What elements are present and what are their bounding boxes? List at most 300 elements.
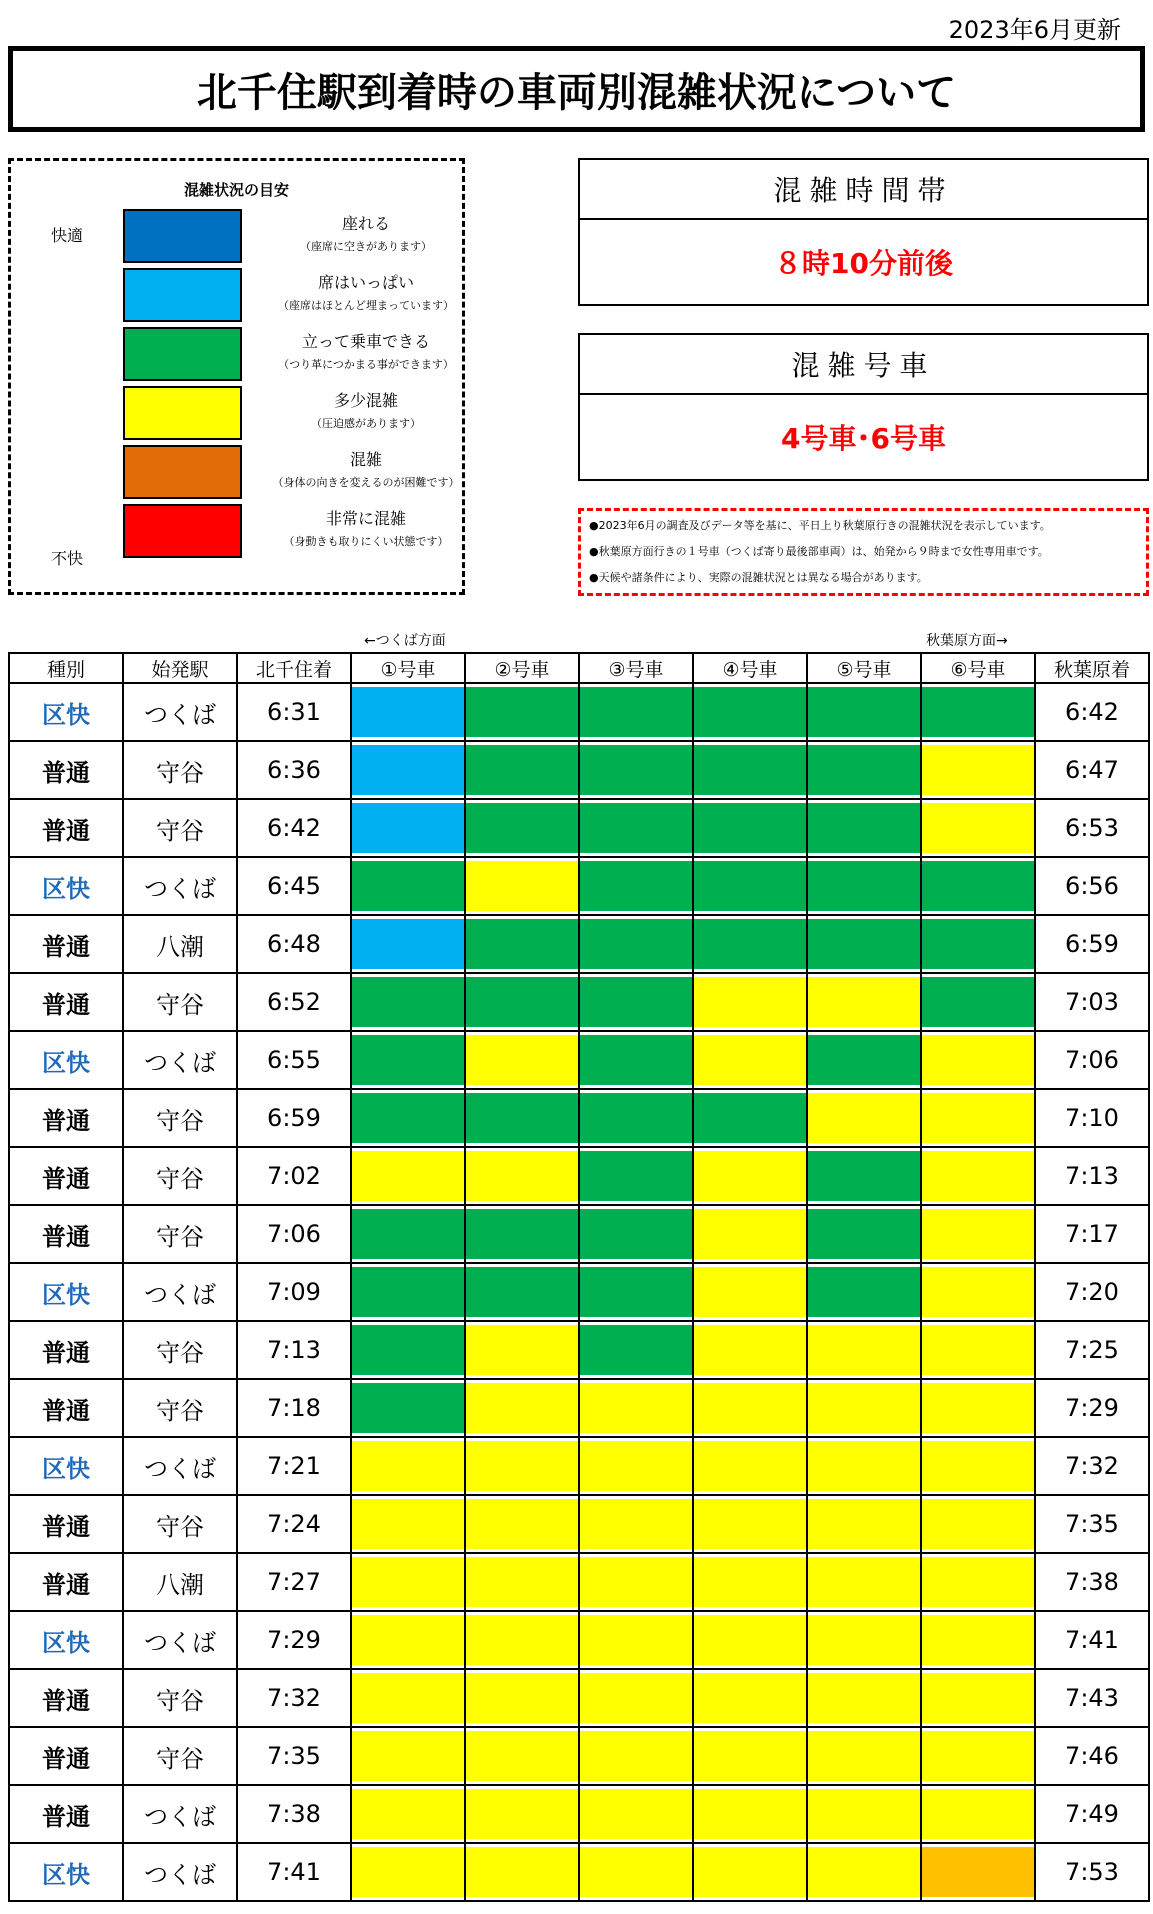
train-kind: 普通 [9, 1495, 123, 1553]
car-4-congestion [693, 1031, 807, 1089]
legend-swatch [123, 445, 242, 499]
car-1-congestion [351, 799, 465, 857]
congestion-swatch [694, 1209, 806, 1259]
car-2-congestion [465, 973, 579, 1031]
kitasenju-arrival: 7:29 [237, 1611, 351, 1669]
car-5-congestion [807, 1669, 921, 1727]
congestion-swatch [580, 745, 692, 795]
legend-level-sub: （身動きも取りにくい状態です） [283, 535, 449, 548]
congestion-swatch [922, 1093, 1034, 1143]
congestion-swatch [580, 919, 692, 969]
congestion-swatch [922, 745, 1034, 795]
car-5-congestion [807, 1495, 921, 1553]
congestion-swatch [808, 745, 920, 795]
header-kind: 種別 [9, 653, 123, 683]
direction-akihabara: 秋葉原方面→ [926, 633, 1008, 649]
table-row [9, 1089, 1149, 1147]
congestion-swatch [466, 1789, 578, 1839]
akihabara-arrival: 7:20 [1035, 1263, 1149, 1321]
car-6-congestion [921, 1553, 1035, 1611]
origin-station: 守谷 [123, 741, 237, 799]
car-5-congestion [807, 1785, 921, 1843]
car-4-congestion [693, 915, 807, 973]
congestion-swatch [694, 1035, 806, 1085]
origin-station: つくば [123, 1031, 237, 1089]
kitasenju-arrival: 7:41 [237, 1843, 351, 1901]
car-6-congestion [921, 683, 1035, 741]
origin-station: つくば [123, 857, 237, 915]
train-kind: 普通 [9, 1321, 123, 1379]
kitasenju-arrival: 7:06 [237, 1205, 351, 1263]
congestion-swatch [466, 1325, 578, 1375]
akihabara-arrival: 6:59 [1035, 915, 1149, 973]
car-5-congestion [807, 1263, 921, 1321]
congestion-swatch [694, 1325, 806, 1375]
car-1-congestion [351, 1089, 465, 1147]
congestion-swatch [352, 687, 464, 737]
congestion-swatch [466, 1267, 578, 1317]
car-6-congestion [921, 1437, 1035, 1495]
car-2-congestion [465, 1843, 579, 1901]
car-1-congestion [351, 915, 465, 973]
congestion-swatch [466, 1615, 578, 1665]
kitasenju-arrival: 7:09 [237, 1263, 351, 1321]
car-4-congestion [693, 799, 807, 857]
congestion-swatch [466, 1557, 578, 1607]
congestion-swatch [922, 1383, 1034, 1433]
legend-level-label [266, 447, 466, 490]
car-5-congestion [807, 1843, 921, 1901]
direction-tsukuba: ←つくば方面 [364, 633, 446, 649]
congestion-swatch [466, 803, 578, 853]
car-2-congestion [465, 1379, 579, 1437]
car-3-congestion [579, 1669, 693, 1727]
congestion-swatch [466, 861, 578, 911]
car-1-congestion [351, 1495, 465, 1553]
note-item: ●2023年6月の調査及びデータ等を基に、平日上り秋葉原行きの混雑状況を表示しています。 [589, 519, 1051, 532]
congestion-swatch [352, 1499, 464, 1549]
kitasenju-arrival: 7:13 [237, 1321, 351, 1379]
car-3-congestion [579, 1263, 693, 1321]
car-6-congestion [921, 915, 1035, 973]
congestion-swatch [466, 1731, 578, 1781]
car-5-congestion [807, 1437, 921, 1495]
train-kind: 普通 [9, 1553, 123, 1611]
congestion-swatch [922, 1557, 1034, 1607]
header-akihabara: 秋葉原着 [1035, 653, 1149, 683]
congestion-swatch [580, 687, 692, 737]
header-car-4: ④号車 [693, 653, 807, 683]
congestion-swatch [922, 1151, 1034, 1201]
car-2-congestion [465, 1437, 579, 1495]
congestion-swatch [922, 861, 1034, 911]
akihabara-arrival: 7:49 [1035, 1785, 1149, 1843]
car-1-congestion [351, 1437, 465, 1495]
congestion-swatch [922, 687, 1034, 737]
car-5-congestion [807, 1031, 921, 1089]
car-1-congestion [351, 973, 465, 1031]
congestion-swatch [808, 1325, 920, 1375]
header-car-1: ①号車 [351, 653, 465, 683]
header-origin: 始発駅 [123, 653, 237, 683]
congestion-swatch [352, 1789, 464, 1839]
congestion-swatch [922, 1615, 1034, 1665]
congestion-swatch [580, 1035, 692, 1085]
car-4-congestion [693, 1205, 807, 1263]
car-1-congestion [351, 1727, 465, 1785]
car-3-congestion [579, 1495, 693, 1553]
congestion-swatch [808, 1615, 920, 1665]
congestion-swatch [808, 1673, 920, 1723]
origin-station: つくば [123, 1843, 237, 1901]
car-4-congestion [693, 1379, 807, 1437]
congestion-swatch [694, 1093, 806, 1143]
congestion-swatch [466, 1499, 578, 1549]
congestion-swatch [808, 861, 920, 911]
akihabara-arrival: 6:47 [1035, 741, 1149, 799]
car-5-congestion [807, 1553, 921, 1611]
car-3-congestion [579, 1611, 693, 1669]
congestion-swatch [808, 977, 920, 1027]
car-2-congestion [465, 1553, 579, 1611]
car-2-congestion [465, 1263, 579, 1321]
car-2-congestion [465, 1611, 579, 1669]
akihabara-arrival: 6:56 [1035, 857, 1149, 915]
car-5-congestion [807, 1147, 921, 1205]
congestion-swatch [466, 977, 578, 1027]
legend-swatch [123, 386, 242, 440]
car-5-congestion [807, 857, 921, 915]
congestion-swatch [352, 803, 464, 853]
akihabara-arrival: 7:43 [1035, 1669, 1149, 1727]
car-2-congestion [465, 1785, 579, 1843]
car-2-congestion [465, 741, 579, 799]
kitasenju-arrival: 6:52 [237, 973, 351, 1031]
train-kind: 区快 [9, 1611, 123, 1669]
congestion-swatch [694, 1557, 806, 1607]
kitasenju-arrival: 7:38 [237, 1785, 351, 1843]
legend-level-main: 座れる [341, 214, 390, 233]
page-title: 北千住駅到着時の車両別混雑状況について [8, 46, 1145, 132]
congestion-swatch [352, 1209, 464, 1259]
congestion-swatch [352, 1673, 464, 1723]
congestion-swatch [694, 1383, 806, 1433]
congestion-swatch [694, 977, 806, 1027]
train-kind: 普通 [9, 915, 123, 973]
car-2-congestion [465, 915, 579, 973]
train-kind: 普通 [9, 741, 123, 799]
peak-time-label: 混雑時間帯 [580, 160, 1147, 220]
congestion-swatch [352, 1383, 464, 1433]
congestion-swatch [808, 1209, 920, 1259]
header-car-6: ⑥号車 [921, 653, 1035, 683]
peak-cars-box [578, 333, 1149, 481]
train-kind: 普通 [9, 1727, 123, 1785]
congestion-swatch [466, 1383, 578, 1433]
peak-time-value: ８時10分前後 [774, 247, 953, 280]
congestion-swatch [808, 1789, 920, 1839]
legend-level-sub: （つり革につかまる事ができます） [278, 358, 454, 371]
car-5-congestion [807, 683, 921, 741]
car-1-congestion [351, 1147, 465, 1205]
car-3-congestion [579, 1437, 693, 1495]
notes-box [578, 508, 1149, 596]
train-kind: 普通 [9, 1669, 123, 1727]
car-3-congestion [579, 915, 693, 973]
legend-level-main: 多少混雑 [333, 391, 398, 410]
kitasenju-arrival: 6:36 [237, 741, 351, 799]
car-3-congestion [579, 683, 693, 741]
car-3-congestion [579, 799, 693, 857]
congestion-swatch [580, 1673, 692, 1723]
congestion-swatch [580, 861, 692, 911]
car-2-congestion [465, 683, 579, 741]
train-kind: 普通 [9, 1785, 123, 1843]
train-kind: 区快 [9, 1031, 123, 1089]
akihabara-arrival: 7:13 [1035, 1147, 1149, 1205]
legend-title: 混雑状況の目安 [183, 181, 289, 199]
origin-station: 守谷 [123, 1495, 237, 1553]
congestion-swatch [352, 1325, 464, 1375]
origin-station: 守谷 [123, 973, 237, 1031]
car-5-congestion [807, 1321, 921, 1379]
car-6-congestion [921, 799, 1035, 857]
akihabara-arrival: 7:35 [1035, 1495, 1149, 1553]
car-4-congestion [693, 1089, 807, 1147]
akihabara-arrival: 7:38 [1035, 1553, 1149, 1611]
legend-level-sub: （身体の向きを変えるのが困難です） [272, 476, 460, 489]
table-row [9, 799, 1149, 857]
congestion-swatch [466, 687, 578, 737]
kitasenju-arrival: 6:42 [237, 799, 351, 857]
car-3-congestion [579, 1031, 693, 1089]
congestion-swatch [694, 803, 806, 853]
congestion-swatch [808, 1557, 920, 1607]
akihabara-arrival: 6:42 [1035, 683, 1149, 741]
congestion-swatch [580, 1267, 692, 1317]
car-1-congestion [351, 1843, 465, 1901]
table-row [9, 683, 1149, 741]
train-kind: 区快 [9, 1263, 123, 1321]
legend-swatch [123, 209, 242, 263]
car-1-congestion [351, 1611, 465, 1669]
akihabara-arrival: 7:06 [1035, 1031, 1149, 1089]
peak-time-box [578, 158, 1149, 306]
congestion-swatch [352, 1731, 464, 1781]
car-2-congestion [465, 1727, 579, 1785]
car-5-congestion [807, 1611, 921, 1669]
congestion-swatch [694, 919, 806, 969]
car-5-congestion [807, 1205, 921, 1263]
congestion-swatch [352, 1093, 464, 1143]
car-1-congestion [351, 1031, 465, 1089]
table-row [9, 1727, 1149, 1785]
kitasenju-arrival: 7:35 [237, 1727, 351, 1785]
note-item: ●秋葉原方面行きの１号車（つくば寄り最後部車両）は、始発から９時まで女性専用車です。 [589, 545, 1049, 558]
train-kind: 区快 [9, 1843, 123, 1901]
car-3-congestion [579, 1147, 693, 1205]
congestion-swatch [922, 1325, 1034, 1375]
congestion-swatch [580, 1499, 692, 1549]
congestion-swatch [352, 1615, 464, 1665]
table-row [9, 857, 1149, 915]
car-4-congestion [693, 1611, 807, 1669]
car-4-congestion [693, 1495, 807, 1553]
car-5-congestion [807, 973, 921, 1031]
car-4-congestion [693, 1147, 807, 1205]
congestion-swatch [580, 1209, 692, 1259]
congestion-swatch [808, 1847, 920, 1897]
table-row [9, 915, 1149, 973]
car-2-congestion [465, 857, 579, 915]
congestion-swatch [808, 1383, 920, 1433]
table-row [9, 1669, 1149, 1727]
congestion-swatch [580, 1847, 692, 1897]
congestion-swatch [922, 803, 1034, 853]
car-3-congestion [579, 1321, 693, 1379]
car-5-congestion [807, 1089, 921, 1147]
car-5-congestion [807, 741, 921, 799]
car-4-congestion [693, 1321, 807, 1379]
car-6-congestion [921, 1379, 1035, 1437]
akihabara-arrival: 7:53 [1035, 1843, 1149, 1901]
congestion-swatch [352, 919, 464, 969]
congestion-swatch [580, 803, 692, 853]
train-kind: 普通 [9, 973, 123, 1031]
congestion-swatch [580, 1441, 692, 1491]
table-row [9, 1785, 1149, 1843]
note-item: ●天候や諸条件により、実際の混雑状況とは異なる場合があります。 [589, 571, 928, 584]
congestion-swatch [466, 1151, 578, 1201]
car-6-congestion [921, 1031, 1035, 1089]
train-kind: 普通 [9, 1379, 123, 1437]
kitasenju-arrival: 7:21 [237, 1437, 351, 1495]
congestion-swatch [808, 1035, 920, 1085]
car-4-congestion [693, 1727, 807, 1785]
car-4-congestion [693, 1263, 807, 1321]
table-row [9, 1147, 1149, 1205]
train-kind: 区快 [9, 683, 123, 741]
car-2-congestion [465, 799, 579, 857]
kitasenju-arrival: 7:27 [237, 1553, 351, 1611]
kitasenju-arrival: 6:45 [237, 857, 351, 915]
kitasenju-arrival: 6:48 [237, 915, 351, 973]
congestion-swatch [580, 1731, 692, 1781]
car-6-congestion [921, 1843, 1035, 1901]
congestion-swatch [694, 1673, 806, 1723]
congestion-swatch [694, 1441, 806, 1491]
congestion-swatch [694, 861, 806, 911]
car-1-congestion [351, 1553, 465, 1611]
car-6-congestion [921, 1495, 1035, 1553]
car-3-congestion [579, 1727, 693, 1785]
table-row [9, 741, 1149, 799]
car-2-congestion [465, 1147, 579, 1205]
akihabara-arrival: 7:41 [1035, 1611, 1149, 1669]
congestion-swatch [352, 977, 464, 1027]
car-1-congestion [351, 857, 465, 915]
car-6-congestion [921, 973, 1035, 1031]
congestion-swatch [466, 745, 578, 795]
car-4-congestion [693, 741, 807, 799]
table-row [9, 1843, 1149, 1901]
congestion-swatch [922, 977, 1034, 1027]
car-6-congestion [921, 1611, 1035, 1669]
kitasenju-arrival: 7:02 [237, 1147, 351, 1205]
car-1-congestion [351, 1263, 465, 1321]
updated-date: 2023年6月更新 [948, 16, 1121, 44]
congestion-swatch [808, 1731, 920, 1781]
akihabara-arrival: 7:32 [1035, 1437, 1149, 1495]
congestion-swatch [580, 1151, 692, 1201]
congestion-swatch [352, 745, 464, 795]
legend-level-sub: （圧迫感があります） [311, 417, 421, 430]
car-1-congestion [351, 741, 465, 799]
congestion-swatch [694, 1151, 806, 1201]
congestion-swatch [466, 919, 578, 969]
car-1-congestion [351, 1669, 465, 1727]
congestion-swatch [352, 1151, 464, 1201]
congestion-swatch [466, 1847, 578, 1897]
congestion-swatch [922, 919, 1034, 969]
origin-station: 八潮 [123, 915, 237, 973]
table-header-row [9, 653, 1149, 683]
congestion-swatch [466, 1209, 578, 1259]
congestion-swatch [922, 1441, 1034, 1491]
kitasenju-arrival: 7:24 [237, 1495, 351, 1553]
car-4-congestion [693, 1843, 807, 1901]
congestion-swatch [922, 1847, 1034, 1897]
car-4-congestion [693, 683, 807, 741]
congestion-swatch [694, 1847, 806, 1897]
car-6-congestion [921, 1147, 1035, 1205]
congestion-swatch [466, 1441, 578, 1491]
legend-comfortable: 快適 [51, 226, 84, 245]
car-5-congestion [807, 1379, 921, 1437]
origin-station: 守谷 [123, 1379, 237, 1437]
origin-station: 守谷 [123, 1205, 237, 1263]
congestion-swatch [466, 1673, 578, 1723]
table-row [9, 1031, 1149, 1089]
legend-level-label [266, 270, 466, 313]
kitasenju-arrival: 7:32 [237, 1669, 351, 1727]
kitasenju-arrival: 6:31 [237, 683, 351, 741]
legend-level-main: 非常に混雑 [325, 509, 406, 528]
car-5-congestion [807, 799, 921, 857]
congestion-swatch [466, 1035, 578, 1085]
congestion-swatch [694, 687, 806, 737]
congestion-swatch [808, 1267, 920, 1317]
origin-station: 守谷 [123, 1727, 237, 1785]
congestion-swatch [352, 861, 464, 911]
congestion-swatch [694, 1731, 806, 1781]
legend-level-label [266, 506, 466, 549]
car-2-congestion [465, 1031, 579, 1089]
car-1-congestion [351, 683, 465, 741]
congestion-swatch [694, 1499, 806, 1549]
origin-station: 守谷 [123, 1321, 237, 1379]
header-kitasenju: 北千住着 [237, 653, 351, 683]
akihabara-arrival: 7:25 [1035, 1321, 1149, 1379]
kitasenju-arrival: 6:59 [237, 1089, 351, 1147]
congestion-table [8, 652, 1150, 1902]
congestion-swatch [922, 1789, 1034, 1839]
car-1-congestion [351, 1321, 465, 1379]
congestion-swatch [580, 1789, 692, 1839]
akihabara-arrival: 6:53 [1035, 799, 1149, 857]
car-3-congestion [579, 1843, 693, 1901]
akihabara-arrival: 7:29 [1035, 1379, 1149, 1437]
